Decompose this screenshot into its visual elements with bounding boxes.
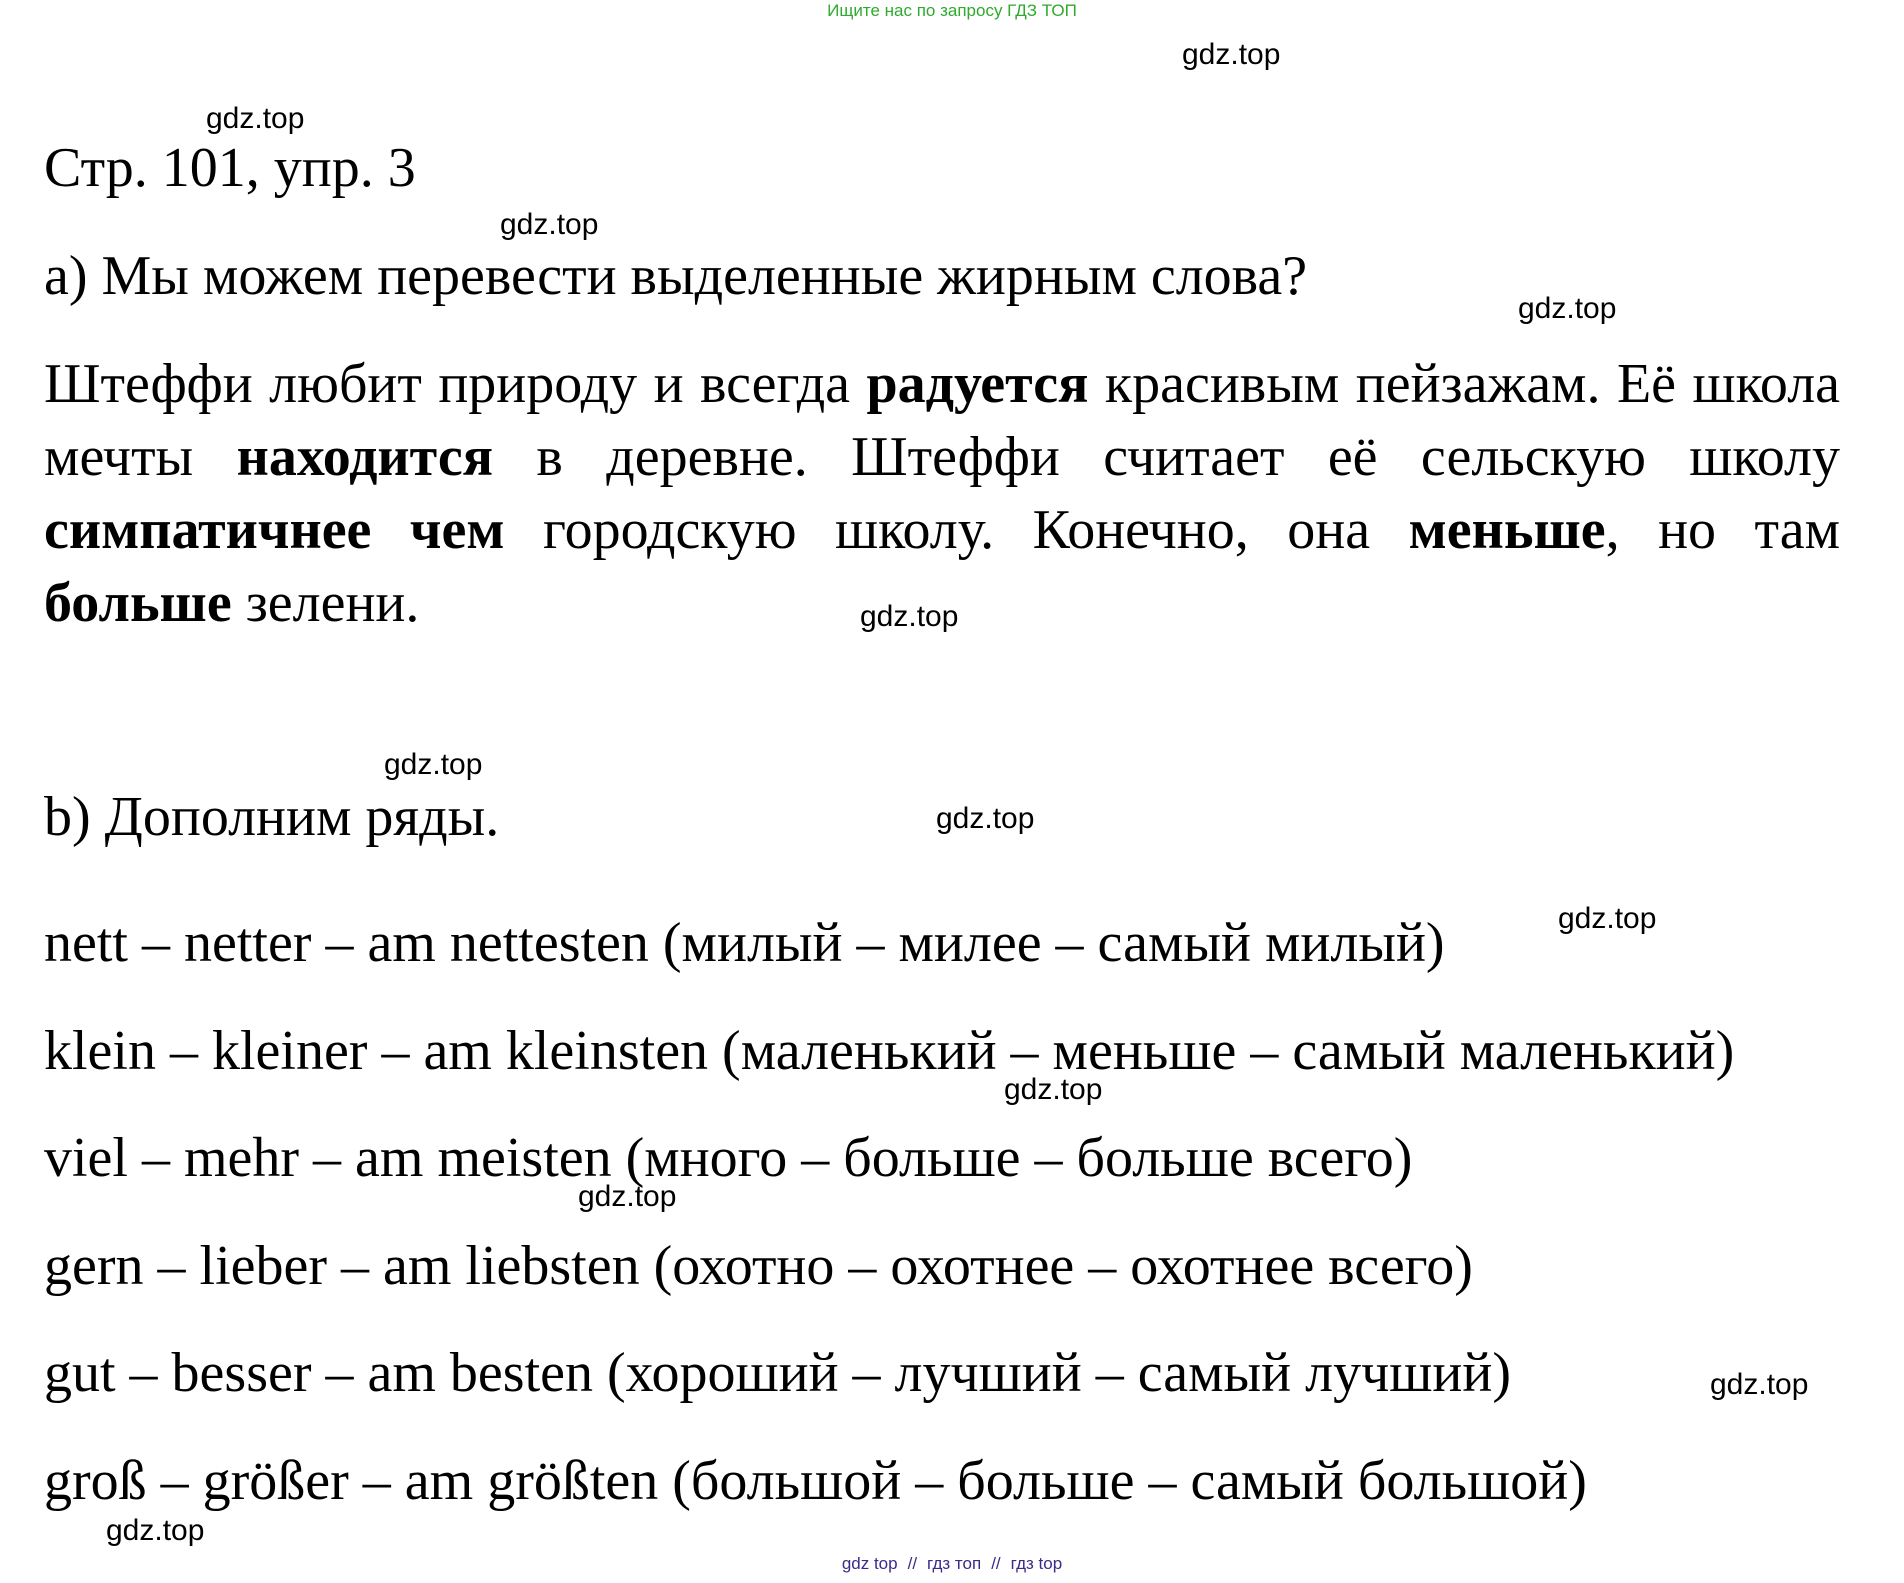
comparison-row-viel: viel – mehr – am meisten (много – больше – больше всего) [44,1127,1413,1189]
top-banner: Ищите нас по запросу ГДЗ ТОП [827,1,1077,20]
comparison-row-klein: klein – kleiner – am kleinsten (маленький – меньше – самый маленький) [44,1019,1735,1082]
paragraph-text: зелени. [231,572,420,634]
footer-link[interactable]: гдз топ [927,1554,982,1573]
bold-word: симпатичнее чем [44,499,505,561]
paragraph-text: Штеффи любит природу и всегда [44,353,867,415]
comparison-row-gern: gern – lieber – am liebsten (охотно – охотнее – охотнее всего) [44,1234,1473,1297]
paragraph-text: , но там [1605,499,1841,561]
watermark: gdz.top [860,600,959,633]
section-a-question: a) Мы можем перевести выделенные жирным слова? [44,245,1308,307]
bold-word: находится [236,426,494,488]
section-a-paragraph [44,348,1840,640]
watermark: gdz.top [384,748,483,781]
watermark: gdz.top [1710,1368,1809,1401]
footer-link[interactable]: гдз top [1010,1554,1063,1573]
watermark: gdz.top [106,1514,205,1547]
comparison-row-gross: groß – größer – am größten (большой – больше – самый большой) [44,1449,1587,1512]
watermark: gdz.top [1558,902,1657,935]
comparison-rows [44,890,1734,1535]
bold-word: радуется [866,353,1089,415]
watermark: gdz.top [578,1180,677,1213]
footer-separator: // [991,1554,1001,1573]
paragraph-text: красивым пейзажам. Её школа мечты [44,353,1840,488]
watermark: gdz.top [1518,292,1617,325]
comparison-row-gut: gut – besser – am besten (хороший – лучший – самый лучший) [44,1342,1511,1404]
paragraph-text: городскую школу. Конечно, она [504,499,1409,561]
comparison-row-nett: nett – netter – am nettesten (милый – милее – самый милый) [44,912,1445,974]
watermark: gdz.top [1004,1073,1103,1106]
footer-separator: // [907,1554,918,1573]
bold-word: меньше [1408,499,1606,561]
footer-links [0,1553,1904,1575]
watermark: gdz.top [206,102,305,135]
footer-link[interactable]: gdz top [841,1554,898,1573]
watermark: gdz.top [936,802,1035,835]
paragraph-text: в деревне. Штеффи считает её сельскую школу [493,426,1840,488]
watermark: gdz.top [500,208,599,241]
page-title: Стр. 101, упр. 3 [44,137,416,199]
watermark: gdz.top [1182,38,1281,71]
bold-word: больше [44,572,232,634]
section-b-heading: b) Дополним ряды. [44,786,500,848]
